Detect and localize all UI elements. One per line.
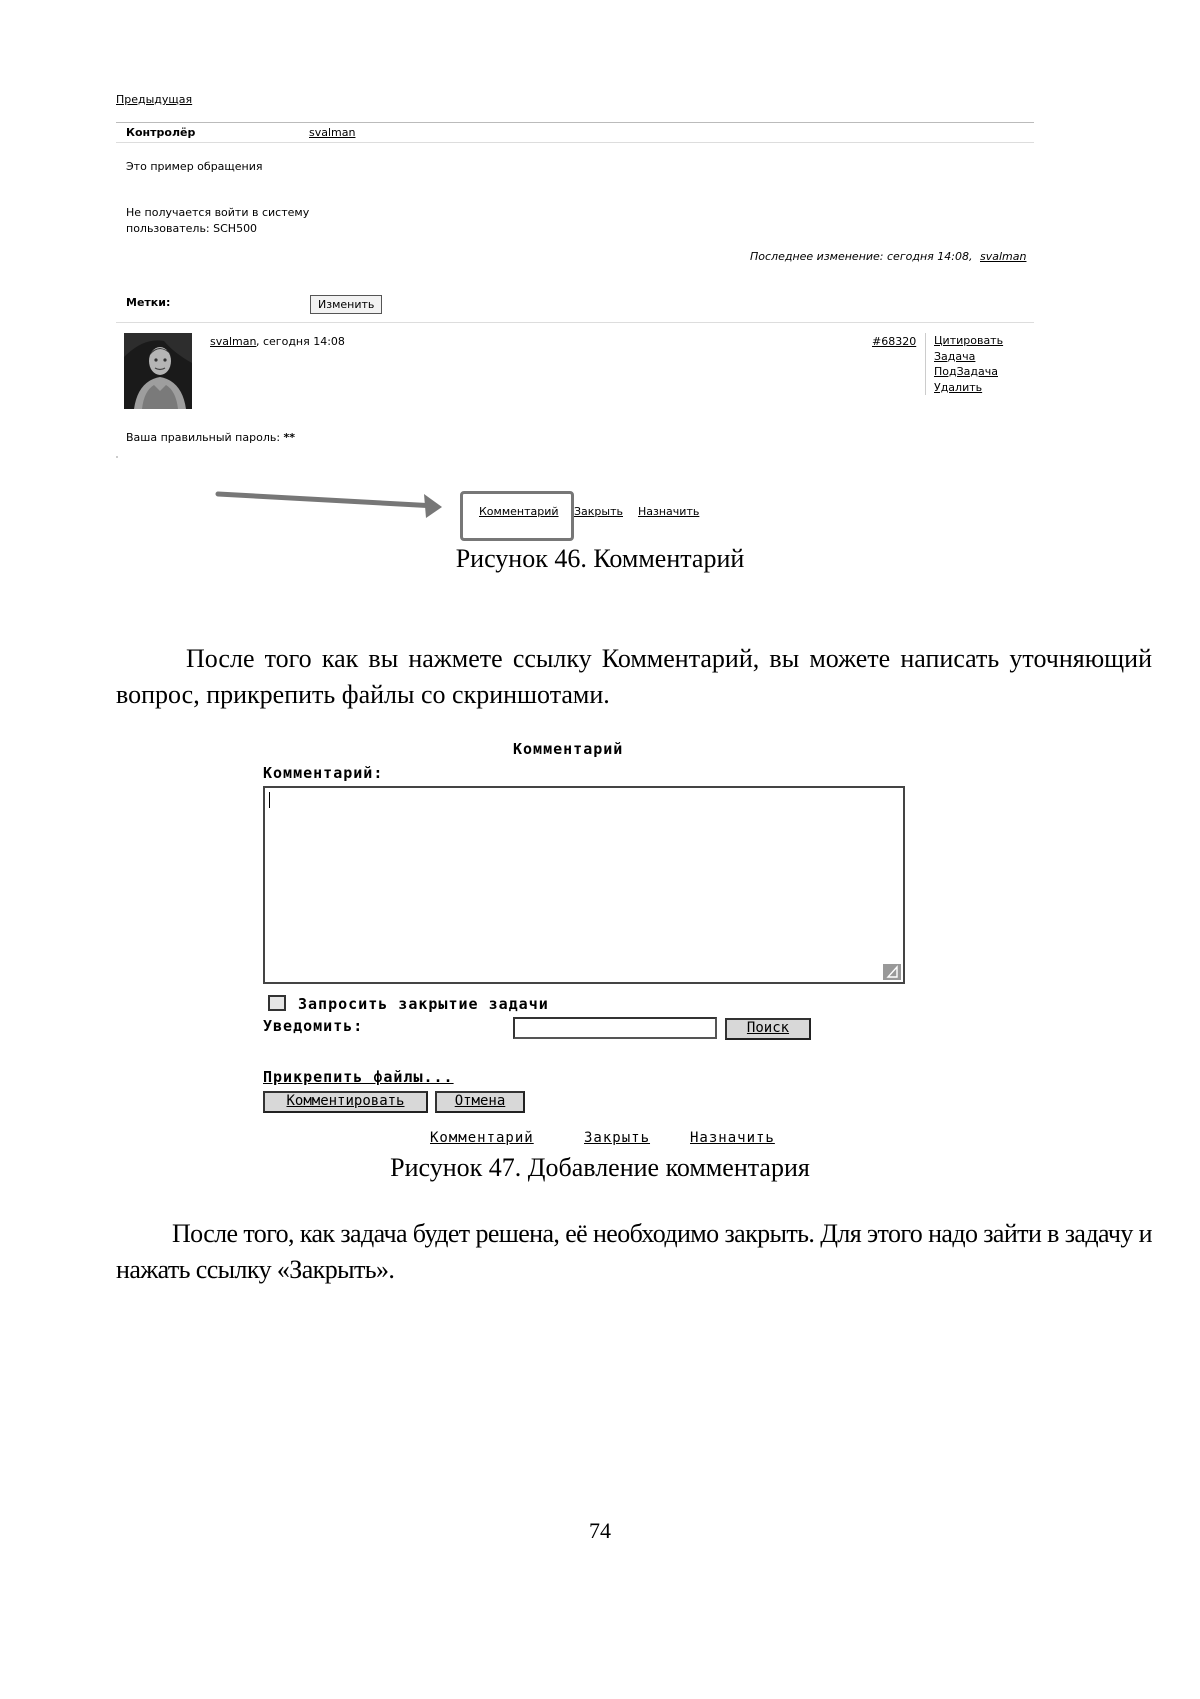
notify-label: Уведомить: <box>263 1017 364 1035</box>
request-body-line-1: Не получается войти в систему <box>126 206 310 219</box>
change-tags-button[interactable]: Изменить <box>310 295 382 314</box>
controller-user-link[interactable]: svalman <box>309 126 356 139</box>
attach-files-link[interactable]: Прикрепить файлы... <box>263 1068 454 1086</box>
text-cursor <box>269 792 270 808</box>
comment-author-link[interactable]: svalman <box>210 335 257 348</box>
comment-textarea[interactable] <box>263 786 905 984</box>
assign-link[interactable]: Назначить <box>690 1130 775 1146</box>
figure-46-caption: Рисунок 46. Комментарий <box>455 544 745 573</box>
request-close-checkbox[interactable] <box>268 995 286 1011</box>
resize-handle-icon[interactable] <box>883 964 901 980</box>
notify-input[interactable] <box>513 1017 717 1039</box>
tags-label: Метки: <box>126 296 171 309</box>
last-change-user-link[interactable]: svalman <box>980 250 1027 263</box>
avatar <box>124 333 192 409</box>
form-title: Комментарий <box>513 740 624 758</box>
assign-link[interactable]: Назначить <box>638 505 700 518</box>
divider <box>116 122 1034 123</box>
comment-time: , сегодня 14:08 <box>256 335 345 348</box>
comment-id-link[interactable]: #68320 <box>872 335 917 348</box>
paragraph-1: После того как вы нажмете ссылку Комментарий, вы можете написать уточняющий вопрос, прикрепить файлы со скриншотами. <box>116 644 1152 709</box>
figure-47-caption: Рисунок 47. Добавление комментария <box>390 1153 810 1182</box>
figure-46 <box>0 0 1200 560</box>
request-sample-text: Это пример обращения <box>126 160 263 173</box>
comment-actions <box>925 333 1003 395</box>
comment-text-prefix: Ваша правильный пароль: <box>126 431 284 444</box>
subtask-link[interactable]: ПодЗадача <box>934 365 998 378</box>
cancel-button[interactable]: Отмена <box>435 1091 525 1113</box>
last-change-label: Последнее изменение: сегодня 14:08, <box>750 250 973 263</box>
comment-link[interactable]: Комментарий <box>430 1130 534 1146</box>
request-body-line-2: пользователь: SCH500 <box>126 222 258 235</box>
comment-text-bold: ** <box>283 431 296 444</box>
comment-link[interactable]: Комментарий <box>479 505 559 518</box>
task-link[interactable]: Задача <box>934 349 976 363</box>
page-number: 74 <box>589 1518 611 1543</box>
paragraph-2: После того, как задача будет решена, её необходимо закрыть. Для этого надо зайти в задачу и нажать ссылку «Закрыть». <box>116 1219 1152 1284</box>
delete-link[interactable]: Удалить <box>934 380 983 394</box>
comment-text <box>126 431 295 444</box>
figure-47 <box>0 730 1200 1170</box>
divider <box>116 456 118 458</box>
close-link[interactable]: Закрыть <box>584 1130 651 1146</box>
divider <box>116 322 1034 323</box>
request-close-label: Запросить закрытие задачи <box>298 995 549 1013</box>
submit-comment-button[interactable]: Комментировать <box>263 1091 428 1113</box>
comment-field-label: Комментарий: <box>263 764 384 782</box>
prev-link[interactable]: Предыдущая <box>116 93 193 106</box>
divider <box>116 142 1034 143</box>
controller-label: Контролёр <box>126 126 196 139</box>
quote-link[interactable]: Цитировать <box>934 334 1004 347</box>
search-button[interactable]: Поиск <box>725 1018 811 1040</box>
arrow-icon <box>210 486 460 526</box>
close-link[interactable]: Закрыть <box>574 505 623 518</box>
